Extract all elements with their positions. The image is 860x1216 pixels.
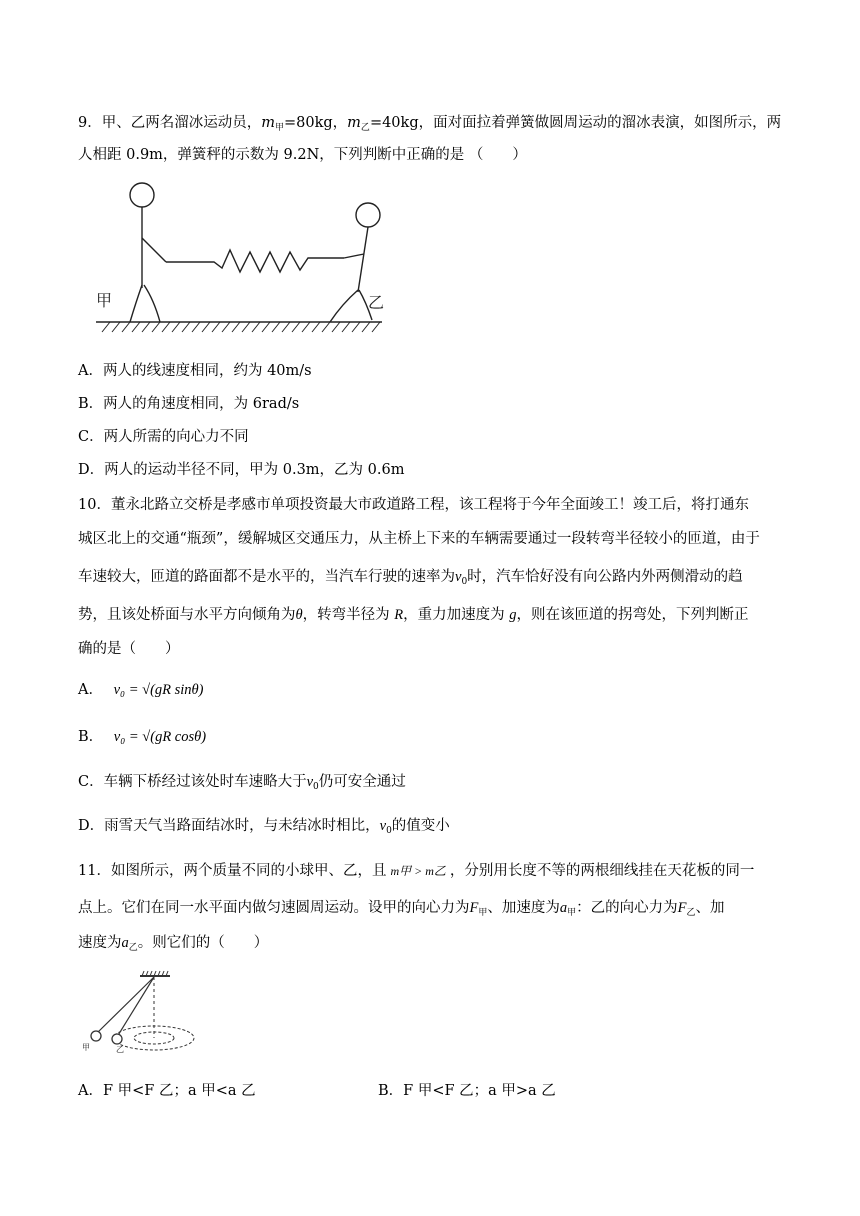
q10-option-d-text-b: 的值变小 xyxy=(391,818,450,834)
q10-line4-text-b: ，转弯半径为 xyxy=(302,607,395,623)
q10-option-d-v: v xyxy=(379,818,387,834)
q10-option-b-label: B． xyxy=(78,729,104,745)
q11-F-yi: F xyxy=(677,900,687,916)
q11-a-jia: a xyxy=(559,900,568,916)
q10-stem-line5: 确的是（ ） xyxy=(78,641,180,657)
q9-skaters-figure xyxy=(96,180,386,340)
q10-option-b xyxy=(78,727,790,747)
q9-m1-symbol: m xyxy=(261,115,275,131)
q10-stem-line2: 城区北上的交通“瓶颈”，缓解城区交通压力，从主桥上下来的车辆需要通过一段转弯半径较小的匝道，由于 xyxy=(78,531,760,547)
q9-label-jia: 甲 xyxy=(96,291,113,310)
q9-option-a: A．两人的线速度相同，约为 40m/s xyxy=(78,363,312,379)
q10-v-symbol: v xyxy=(455,569,462,585)
q10-theta-symbol: θ xyxy=(295,607,303,623)
q10-option-a xyxy=(78,680,790,700)
q9-option-d: D．两人的运动半径不同，甲为 0.3m，乙为 0.6m xyxy=(78,462,405,478)
q9-m2-subscript: 乙 xyxy=(360,123,370,133)
q9-option-c: C．两人所需的向心力不同 xyxy=(78,429,249,445)
q11-label-yi: 乙 xyxy=(116,1045,124,1054)
q10-option-d-text: D．雨雪天气当路面结冰时，与未结冰时相比， xyxy=(78,818,380,834)
q10-g-symbol: g xyxy=(509,607,517,623)
q9-stem-line2: 人相距 0.9m，弹簧秤的示数为 9.2N，下列判断中正确的是 （ ） xyxy=(78,147,527,163)
q11-a-yi-sub: 乙 xyxy=(128,943,138,953)
q10-option-c-text: C．车辆下桥经过该处时车速略大于 xyxy=(78,774,307,790)
q11-label-jia: 甲 xyxy=(82,1043,90,1052)
q10-option-c-v: v xyxy=(306,774,314,790)
q10-option-a-formula: v₀ = √(gR sinθ) xyxy=(113,682,204,698)
q10-stem-line1: 10．董永北路立交桥是孝感市单项投资最大市政道路工程，该工程将于今年全面竣工！竣工后，将打通东 xyxy=(78,497,749,513)
q11-F-jia-sub: 甲 xyxy=(478,908,488,918)
q9-m2-value: =40kg，面对面拉着弹簧做圆周运动的溜冰表演，如图所示，两 xyxy=(369,115,782,131)
q11-mass-inequality: m甲 > m乙 xyxy=(390,864,446,878)
q10-option-b-formula: v₀ = √(gR cosθ) xyxy=(113,729,207,745)
q10-option-c-sub: 0 xyxy=(313,782,319,792)
q11-line2-text-d: 、加 xyxy=(695,900,725,916)
q11-line1-text-b: ，分别用长度不等的两根细线挂在天花板的同一 xyxy=(449,863,755,879)
q10-option-d xyxy=(78,816,790,838)
q9-stem-line1 xyxy=(78,113,790,135)
q11-a-yi: a xyxy=(121,935,129,951)
q11-line3-text-b: 。则它们的（ ） xyxy=(137,935,269,951)
q11-option-a: A．F 甲<F 乙；a 甲<a 乙 xyxy=(78,1083,256,1099)
q10-option-c xyxy=(78,772,790,794)
q10-v-subscript: 0 xyxy=(461,577,468,587)
q11-line2-text: 点上。它们在同一水平面内做匀速圆周运动。设甲的向心力为 xyxy=(78,900,470,916)
q10-line4-text-d: ，则在该匝道的拐弯处，下列判断正 xyxy=(516,607,749,623)
q10-option-c-text-b: 仍可安全通过 xyxy=(318,774,406,790)
q11-option-b: B．F 甲<F 乙；a 甲>a 乙 xyxy=(378,1083,556,1099)
q11-line3-text: 速度为 xyxy=(78,935,122,951)
q11-line2-text-b: 、加速度为 xyxy=(487,900,560,916)
q11-F-jia: F xyxy=(469,900,479,916)
q10-line4-text: 势，且该处桥面与水平方向倾角为 xyxy=(78,607,296,623)
q10-option-a-label: A． xyxy=(78,682,103,698)
q10-line3-text-b: 时，汽车恰好没有向公路内外两侧滑动的趋 xyxy=(467,569,743,585)
q11-F-yi-sub: 乙 xyxy=(686,908,696,918)
q11-stem-line2 xyxy=(78,898,790,920)
q9-m2-symbol: m xyxy=(347,115,361,131)
q10-R-symbol: R xyxy=(394,607,404,623)
q11-line1-text: 11．如图所示，两个质量不同的小球甲、乙，且 xyxy=(78,863,387,879)
q10-stem-line3 xyxy=(78,567,790,589)
q9-m1-subscript: 甲 xyxy=(274,123,284,133)
q11-stem-line3 xyxy=(78,933,790,955)
q10-line3-text: 车速较大，匝道的路面都不是水平的，当汽车行驶的速率为 xyxy=(78,569,455,585)
q11-stem-line1 xyxy=(78,861,790,881)
q10-line4-text-c: ，重力加速度为 xyxy=(403,607,510,623)
q11-pendulum-figure xyxy=(80,970,200,1060)
q11-line2-text-c: ：乙的向心力为 xyxy=(576,900,678,916)
q9-label-yi: 乙 xyxy=(368,293,385,312)
q9-stem-text: 9．甲、乙两名溜冰运动员， xyxy=(78,115,262,131)
q9-option-b: B．两人的角速度相同，为 6rad/s xyxy=(78,396,300,412)
q10-stem-line4 xyxy=(78,605,790,625)
q11-a-jia-sub: 甲 xyxy=(567,908,577,918)
q9-m1-value: =80kg， xyxy=(284,115,348,131)
q10-option-d-sub: 0 xyxy=(386,826,392,836)
